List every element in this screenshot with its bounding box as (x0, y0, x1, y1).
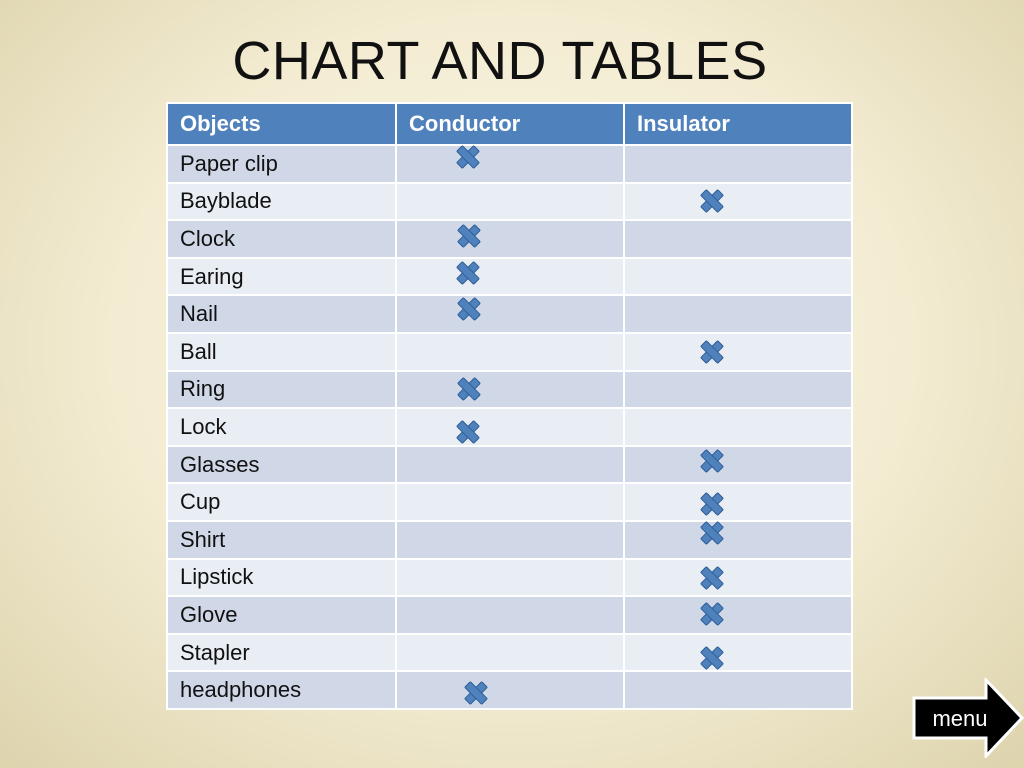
insulator-cell (624, 408, 852, 446)
conductor-cell (396, 634, 624, 672)
conductor-cell (396, 559, 624, 597)
x-mark-icon (699, 565, 725, 591)
conductor-insulator-table (166, 102, 853, 710)
insulator-cell (624, 371, 852, 409)
object-name-cell: Nail (167, 295, 396, 333)
conductor-cell (396, 596, 624, 634)
conductor-cell (396, 333, 624, 371)
conductor-cell (396, 183, 624, 221)
insulator-cell (624, 145, 852, 183)
conductor-cell (396, 371, 624, 409)
x-mark-icon (699, 601, 725, 627)
x-mark-icon (456, 376, 482, 402)
conductor-cell (396, 446, 624, 484)
object-name-cell: Glasses (167, 446, 396, 484)
table-row (167, 671, 852, 709)
conductor-cell (396, 671, 624, 709)
object-name-cell: Ring (167, 371, 396, 409)
conductor-cell (396, 521, 624, 559)
insulator-cell (624, 183, 852, 221)
header-conductor: Conductor (396, 103, 624, 145)
insulator-cell (624, 258, 852, 296)
table-row (167, 559, 852, 597)
table-row (167, 521, 852, 559)
object-name-cell: Shirt (167, 521, 396, 559)
table-row (167, 371, 852, 409)
header-objects: Objects (167, 103, 396, 145)
table-row (167, 145, 852, 183)
header-insulator: Insulator (624, 103, 852, 145)
table-row (167, 183, 852, 221)
insulator-cell (624, 333, 852, 371)
conductor-cell (396, 258, 624, 296)
table-row (167, 258, 852, 296)
insulator-cell (624, 521, 852, 559)
object-name-cell: Lipstick (167, 559, 396, 597)
insulator-cell (624, 446, 852, 484)
conductor-cell (396, 145, 624, 183)
table-row (167, 483, 852, 521)
insulator-cell (624, 220, 852, 258)
table-row (167, 446, 852, 484)
x-mark-icon (456, 296, 482, 322)
object-name-cell: Bayblade (167, 183, 396, 221)
conductor-cell (396, 220, 624, 258)
insulator-cell (624, 559, 852, 597)
table-header-row (167, 103, 852, 145)
object-name-cell: Ball (167, 333, 396, 371)
slide-title: CHART AND TABLES (232, 31, 768, 91)
x-mark-icon (699, 645, 725, 671)
x-mark-icon (455, 260, 481, 286)
object-name-cell: Lock (167, 408, 396, 446)
x-mark-icon (699, 491, 725, 517)
menu-button[interactable] (912, 678, 1024, 758)
x-mark-icon (456, 223, 482, 249)
insulator-cell (624, 634, 852, 672)
x-mark-icon (699, 339, 725, 365)
object-name-cell: Clock (167, 220, 396, 258)
insulator-cell (624, 483, 852, 521)
x-mark-icon (699, 448, 725, 474)
object-name-cell: Glove (167, 596, 396, 634)
table-row (167, 220, 852, 258)
x-mark-icon (455, 419, 481, 445)
insulator-cell (624, 596, 852, 634)
conductor-cell (396, 295, 624, 333)
table-body (167, 145, 852, 709)
object-name-cell: headphones (167, 671, 396, 709)
x-mark-icon (455, 144, 481, 170)
x-mark-icon (699, 520, 725, 546)
insulator-cell (624, 671, 852, 709)
table-row (167, 596, 852, 634)
conductor-cell (396, 483, 624, 521)
x-mark-icon (699, 188, 725, 214)
object-name-cell: Stapler (167, 634, 396, 672)
menu-button-label: menu (932, 706, 988, 731)
insulator-cell (624, 295, 852, 333)
object-name-cell: Paper clip (167, 145, 396, 183)
table-row (167, 634, 852, 672)
object-name-cell: Earing (167, 258, 396, 296)
table-row (167, 408, 852, 446)
table-row (167, 333, 852, 371)
table-row (167, 295, 852, 333)
object-name-cell: Cup (167, 483, 396, 521)
x-mark-icon (463, 680, 489, 706)
conductor-cell (396, 408, 624, 446)
